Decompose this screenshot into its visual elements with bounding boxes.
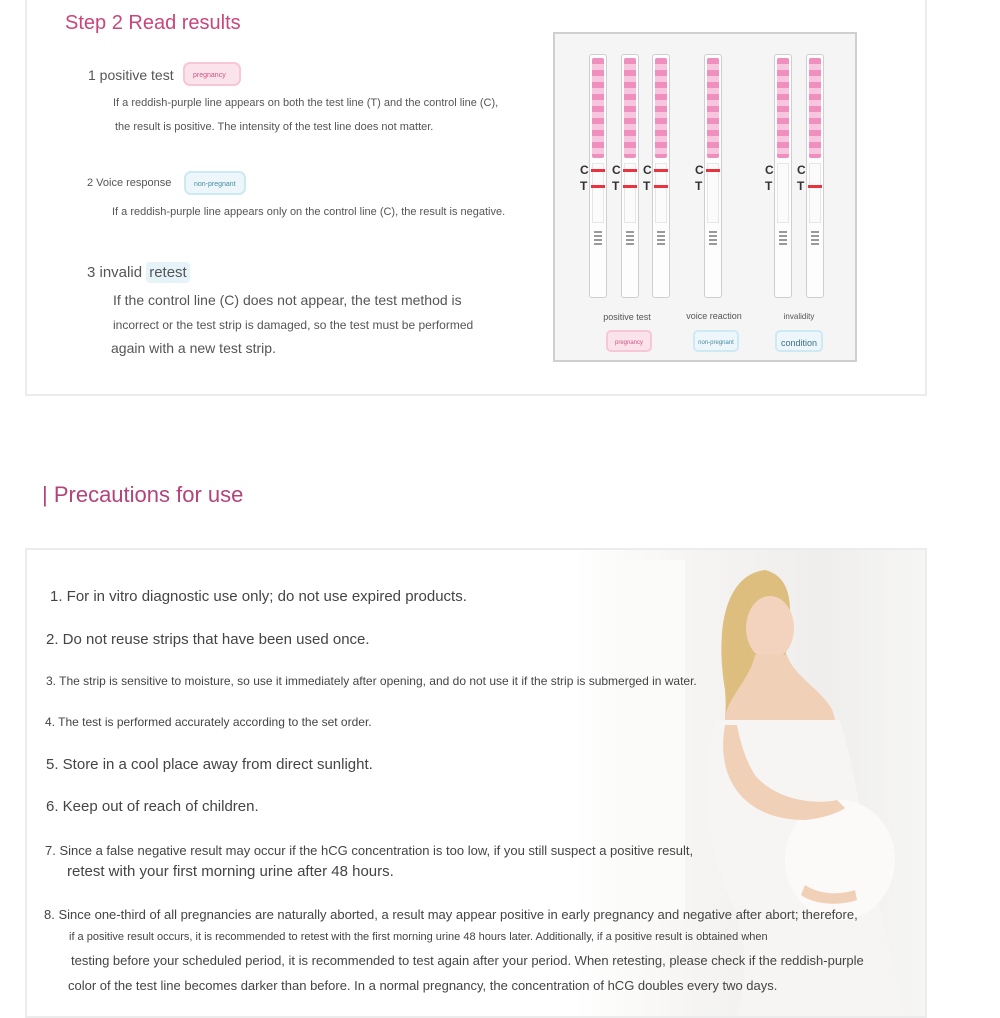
negative-desc-line-1: If a reddish-purple line appears only on the control line (C), the result is negative.	[112, 206, 506, 218]
precaution-item-8-line-4: color of the test line becomes darker than before. In a normal pregnancy, the concentration of hCG doubles every two days.	[68, 978, 778, 993]
caption-positive-test: positive test	[603, 312, 651, 322]
precaution-item-8-line-1: 8. Since one-third of all pregnancies are naturally aborted, a result may appear positive in early pregnancy and negative after abort; therefore,	[44, 907, 858, 922]
test-band	[808, 185, 822, 188]
c-label: C	[695, 163, 704, 177]
control-band	[591, 169, 605, 172]
control-band	[654, 169, 668, 172]
c-label: C	[643, 163, 652, 177]
precaution-item-7-line-1: 7. Since a false negative result may occur if the hCG concentration is too low, if you still suspect a positive result,	[45, 843, 694, 858]
precaution-item-1: 1. For in vitro diagnostic use only; do not use expired products.	[50, 588, 467, 605]
voice-response-heading: 2 Voice response	[87, 177, 172, 189]
invalid-heading-text: 3 invalid	[87, 264, 147, 281]
pregnancy-tag: pregnancy	[606, 330, 652, 352]
invalid-desc-line-1: If the control line (C) does not appear, the test method is	[113, 292, 462, 308]
pregnant-woman-photo	[575, 550, 927, 1018]
precaution-item-5: 5. Store in a cool place away from direct sunlight.	[46, 756, 373, 773]
test-strip	[589, 54, 607, 298]
condition-tag: condition	[775, 330, 823, 352]
invalid-desc-line-3: again with a new test strip.	[111, 340, 276, 356]
test-strip	[774, 54, 792, 298]
test-strip	[704, 54, 722, 298]
t-label: T	[797, 179, 805, 193]
pregnancy-tag: pregnancy	[183, 62, 241, 86]
c-label: C	[797, 163, 806, 177]
test-strip-illustration	[553, 32, 857, 362]
t-label: T	[765, 179, 773, 193]
precaution-item-8-line-3: testing before your scheduled period, it is recommended to test again after your period. When retesting, please check if the reddish-purple	[71, 953, 864, 968]
positive-desc-line-1: If a reddish-purple line appears on both the test line (T) and the control line (C),	[113, 97, 499, 109]
control-band	[706, 169, 720, 172]
t-label: T	[612, 179, 620, 193]
c-label: C	[580, 163, 589, 177]
non-pregnant-tag: non-pregnant	[693, 330, 739, 352]
precaution-item-4: 4. The test is performed accurately according to the set order.	[45, 715, 372, 729]
precaution-item-2: 2. Do not reuse strips that have been used once.	[46, 631, 370, 648]
precaution-item-6: 6. Keep out of reach of children.	[46, 798, 259, 815]
c-label: C	[612, 163, 621, 177]
retest-highlight: retest	[146, 262, 190, 283]
control-band	[623, 169, 637, 172]
t-label: T	[643, 179, 651, 193]
test-strip	[652, 54, 670, 298]
step-2-title: Step 2 Read results	[65, 12, 241, 34]
positive-test-heading: 1 positive test	[88, 67, 174, 83]
t-label: T	[580, 179, 588, 193]
precautions-panel	[25, 548, 927, 1018]
c-label: C	[765, 163, 774, 177]
test-strip	[806, 54, 824, 298]
invalid-heading	[87, 264, 190, 281]
precaution-item-7-line-2: retest with your first morning urine after 48 hours.	[67, 863, 394, 880]
t-label: T	[695, 179, 703, 193]
precautions-title: | Precautions for use	[42, 482, 244, 507]
precaution-item-3: 3. The strip is sensitive to moisture, so use it immediately after opening, and do not use it if the strip is submerged in water.	[46, 674, 697, 688]
precaution-item-8-line-2: if a positive result occurs, it is recommended to retest with the first morning urine 48 hours later. Additionally, if a positive result is obtained when	[69, 931, 768, 943]
test-strip	[621, 54, 639, 298]
caption-voice-reaction: voice reaction	[686, 311, 742, 321]
caption-invalidity: invalidity	[783, 312, 815, 321]
test-band	[591, 185, 605, 188]
positive-desc-line-2: the result is positive. The intensity of the test line does not matter.	[115, 121, 434, 133]
test-band	[654, 185, 668, 188]
invalid-desc-line-2: incorrect or the test strip is damaged, so the test must be performed	[113, 318, 474, 332]
non-pregnant-tag: non-pregnant	[184, 171, 246, 195]
test-band	[623, 185, 637, 188]
